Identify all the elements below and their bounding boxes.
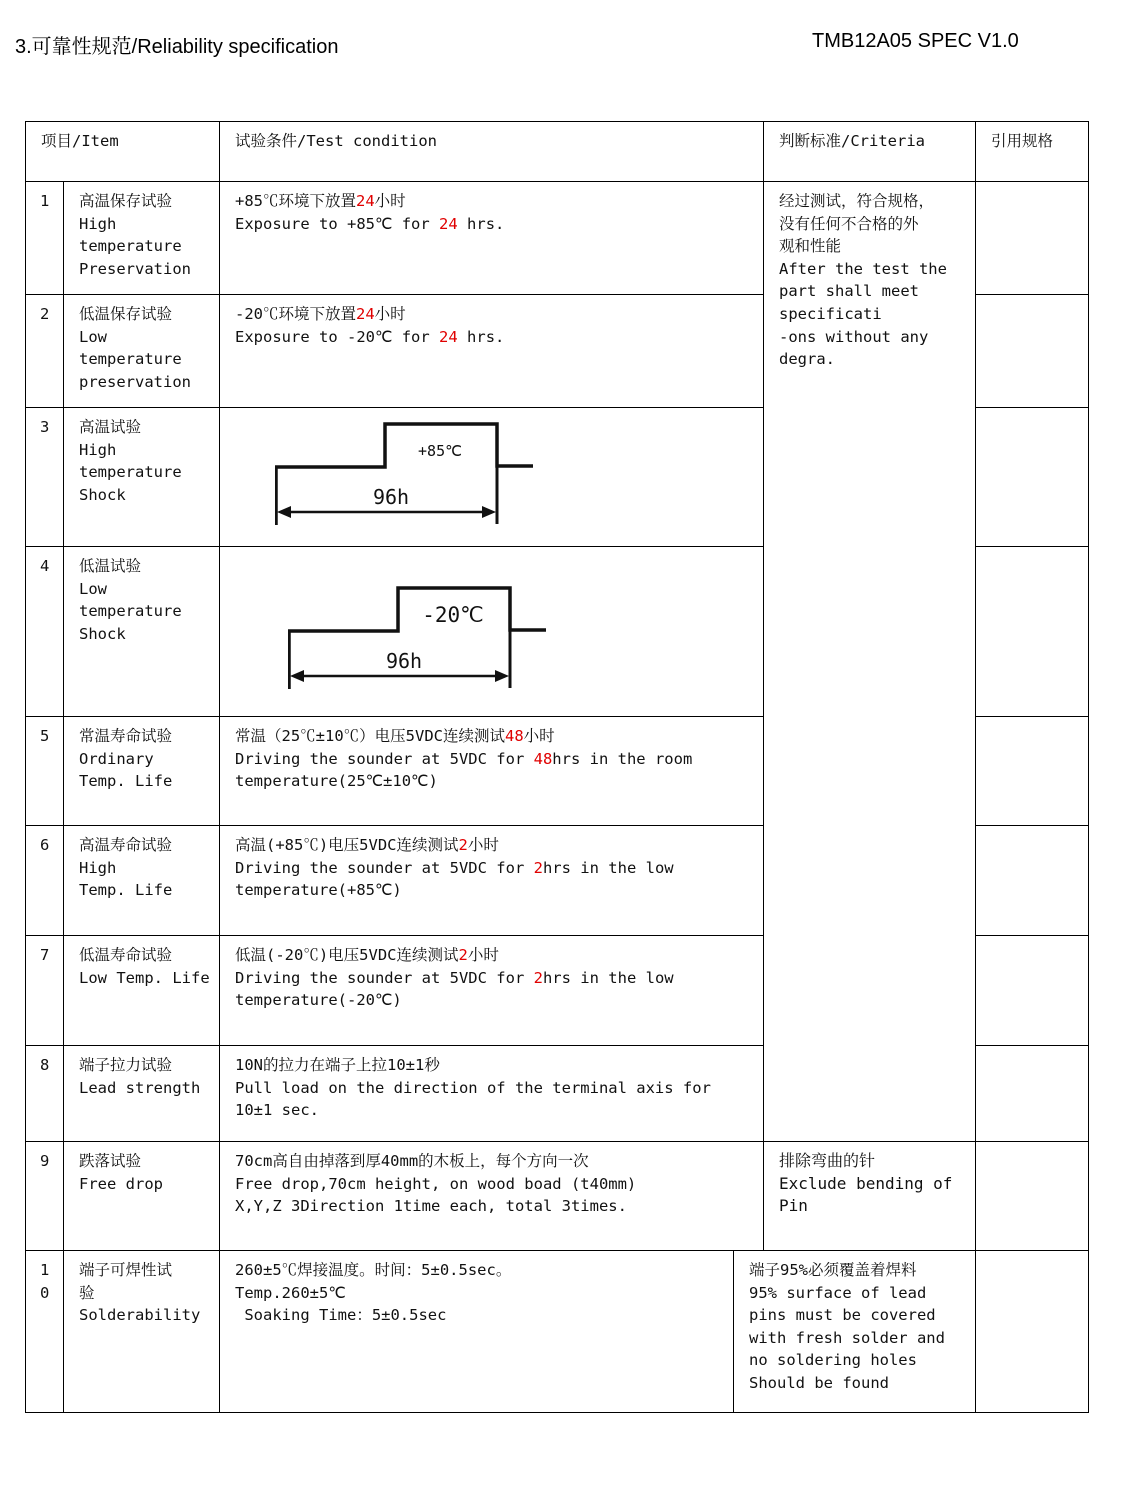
cell-line: no soldering holes — [749, 1351, 917, 1370]
cell-line: 引用规格 — [991, 132, 1054, 150]
cell-line: After the test the — [779, 259, 947, 278]
row-diagram — [219, 546, 764, 717]
highlighted-value: 2 — [458, 946, 468, 964]
cell-line: pins must be covered — [749, 1306, 936, 1325]
text-segment: 10N的拉力在端子上拉10±1秒 — [235, 1056, 440, 1074]
cell-line: 高温寿命试验 — [79, 836, 173, 854]
row-item — [63, 1250, 220, 1413]
highlighted-value: 48 — [505, 727, 524, 745]
cell-line: 95% surface of lead — [749, 1283, 927, 1302]
cell-line: 7 — [40, 946, 50, 964]
cell-line: Low — [79, 579, 107, 598]
cell-line: Preservation — [79, 259, 191, 278]
cell-line: degra. — [779, 350, 835, 369]
row-number — [25, 294, 64, 408]
row-item — [63, 407, 220, 547]
cell-line — [235, 303, 763, 326]
cell-line: Solderability — [79, 1306, 201, 1325]
row-reference-spec — [975, 407, 1089, 547]
text-segment: X,Y,Z 3Direction 1time each, total 3times. — [235, 1197, 627, 1216]
highlighted-value: 24 — [439, 327, 458, 346]
temperature-label: +85℃ — [418, 442, 462, 460]
cell-line: preservation — [79, 372, 191, 391]
cell-line: 9 — [40, 1152, 50, 1170]
text-segment: hrs. — [457, 214, 505, 233]
cell-line — [235, 770, 763, 793]
text-segment: Driving the sounder at 5VDC for — [235, 858, 534, 877]
cell-line: Should be found — [749, 1373, 889, 1392]
row-item — [63, 935, 220, 1046]
text-segment: Soaking Time：5±0.5sec — [235, 1306, 447, 1325]
cell-line — [235, 1150, 763, 1173]
cell-line: 5 — [40, 727, 50, 745]
row-number — [25, 1250, 64, 1413]
text-segment: hrs in the low — [542, 858, 674, 877]
cell-line: Ordinary — [79, 749, 154, 768]
row-condition — [219, 181, 764, 295]
text-segment: +85℃环境下放置 — [235, 192, 356, 210]
row-condition — [219, 294, 764, 408]
cell-line — [235, 989, 763, 1012]
cell-line: Low — [79, 327, 107, 346]
row-number — [25, 825, 64, 936]
text-segment: 70cm高自由掉落到厚40mm的木板上，每个方向一次 — [235, 1152, 589, 1170]
cell-line: Pin — [779, 1196, 808, 1216]
row-item — [63, 181, 220, 295]
cell-line — [235, 190, 763, 213]
cell-line — [235, 213, 763, 236]
cell-line: High — [79, 214, 117, 233]
cell-line: 高温保存试验 — [79, 192, 173, 210]
text-segment: 低温(-20℃)电压5VDC连续测试 — [235, 946, 459, 964]
text-segment: Exposure to +85℃ for — [235, 214, 440, 233]
cell-line: 4 — [40, 557, 50, 575]
text-segment: Temp.260±5℃ — [235, 1283, 346, 1302]
text-segment: hrs in the room — [552, 749, 693, 768]
cell-line: 端子拉力试验 — [79, 1056, 173, 1074]
row-number — [25, 1045, 64, 1142]
highlighted-value: 24 — [356, 305, 375, 323]
cell-line: Shock — [79, 624, 126, 643]
cell-line: 验 — [79, 1283, 95, 1302]
section-title: 3.可靠性规范/Reliability specification — [15, 36, 339, 58]
cell-line: Shock — [79, 485, 126, 504]
cell-line — [235, 748, 763, 771]
cell-line — [235, 1195, 763, 1218]
cell-line: -ons without any — [779, 327, 929, 346]
cell-line — [235, 1099, 763, 1122]
cell-line: 8 — [40, 1056, 50, 1074]
row-number — [25, 407, 64, 547]
cell-line: specificati — [779, 304, 882, 323]
cell-line — [235, 1304, 733, 1327]
cell-line: Temp. Life — [79, 881, 173, 900]
temperature-label: -20℃ — [422, 603, 484, 627]
cell-line — [235, 725, 763, 748]
row-condition — [219, 1141, 764, 1251]
cell-line: 高温试验 — [79, 418, 142, 436]
cell-line — [235, 1282, 733, 1305]
row-item — [63, 546, 220, 717]
cell-line: Low Temp. Life — [79, 968, 210, 987]
row-condition — [219, 935, 764, 1046]
highlighted-value: 2 — [458, 836, 468, 854]
header-criteria — [763, 121, 976, 182]
arrow-head-left — [290, 670, 304, 682]
cell-line: temperature — [79, 463, 182, 482]
text-segment: Free drop,70cm height, on wood boad (t40mm) — [235, 1174, 637, 1193]
cell-line: 常温寿命试验 — [79, 727, 173, 745]
cell-line: 2 — [40, 305, 50, 323]
row-item — [63, 825, 220, 936]
text-segment: hrs in the low — [542, 968, 674, 987]
row-reference-spec — [975, 181, 1089, 295]
text-segment: temperature(-20℃) — [235, 991, 402, 1010]
row-condition — [219, 1045, 764, 1142]
cell-line: 低温保存试验 — [79, 305, 173, 323]
cell-line: 跌落试验 — [79, 1152, 142, 1170]
cell-line: 观和性能 — [779, 237, 842, 256]
cell-line: 1 — [40, 192, 50, 210]
cell-line — [235, 834, 763, 857]
text-segment: temperature(+85℃) — [235, 881, 402, 900]
text-segment: 小时 — [523, 727, 555, 745]
cell-line: temperature — [79, 602, 182, 621]
temperature-profile-diagram — [275, 420, 595, 540]
criteria-row-9 — [763, 1141, 976, 1251]
text-segment: 小时 — [467, 836, 499, 854]
text-segment: 高温(+85℃)电压5VDC连续测试 — [235, 836, 459, 854]
row-item — [63, 1045, 220, 1142]
cell-line: 0 — [40, 1283, 50, 1302]
cell-line: Free drop — [79, 1174, 163, 1193]
row-item — [63, 716, 220, 826]
row-reference-spec — [975, 1045, 1089, 1142]
text-segment: 小时 — [467, 946, 499, 964]
text-segment: Driving the sounder at 5VDC for — [235, 968, 534, 987]
cell-line: part shall meet — [779, 282, 919, 301]
cell-line: 3 — [40, 418, 50, 436]
cell-line: with fresh solder and — [749, 1328, 945, 1347]
cell-line — [235, 857, 763, 880]
highlighted-value: 2 — [533, 968, 543, 987]
document-id: TMB12A05 SPEC V1.0 — [812, 30, 1019, 52]
cell-line: 端子可焊性试 — [79, 1261, 173, 1279]
cell-line: temperature — [79, 350, 182, 369]
cell-line: 排除弯曲的针 — [779, 1151, 876, 1170]
row-condition — [219, 825, 764, 936]
text-segment: 常温（25℃±10℃）电压5VDC连续测试 — [235, 727, 505, 745]
row-item — [63, 294, 220, 408]
highlighted-value: 24 — [439, 214, 458, 233]
cell-line: 经过测试，符合规格， — [779, 192, 935, 210]
cell-line — [235, 1259, 733, 1282]
row-reference-spec — [975, 294, 1089, 408]
cell-line: 项目/Item — [41, 132, 119, 150]
temperature-profile-diagram — [288, 584, 608, 704]
profile-line — [289, 588, 546, 689]
text-segment: -20℃环境下放置 — [235, 305, 356, 323]
row-reference-spec — [975, 716, 1089, 826]
cell-line: 1 — [40, 1261, 50, 1279]
cell-line — [235, 879, 763, 902]
row-reference-spec — [975, 935, 1089, 1046]
row-number — [25, 716, 64, 826]
cell-line: Exclude bending of — [779, 1173, 953, 1193]
cell-line: 低温试验 — [79, 557, 142, 575]
row-reference-spec — [975, 1141, 1089, 1251]
cell-line: High — [79, 858, 117, 877]
header-reference-spec — [975, 121, 1089, 182]
cell-line: 6 — [40, 836, 50, 854]
text-segment: 260±5℃焊接温度。时间：5±0.5sec。 — [235, 1261, 512, 1279]
text-segment: 小时 — [374, 305, 406, 323]
criteria-row-10 — [733, 1250, 976, 1413]
row-number — [25, 181, 64, 295]
cell-line — [235, 326, 763, 349]
criteria-rows-1-8 — [763, 181, 976, 1142]
cell-line: Temp. Life — [79, 772, 173, 791]
cell-line: 低温寿命试验 — [79, 946, 173, 964]
row-reference-spec — [975, 825, 1089, 936]
arrow-head-right — [482, 506, 496, 518]
text-segment: Pull load on the direction of the terminal axis for — [235, 1078, 711, 1097]
header-test-condition — [219, 121, 764, 182]
arrow-head-right — [495, 670, 509, 682]
cell-line — [235, 1054, 763, 1077]
header-item — [25, 121, 220, 182]
row-reference-spec — [975, 1250, 1089, 1413]
row-condition — [219, 716, 764, 826]
cell-line: High — [79, 440, 117, 459]
cell-line — [235, 944, 763, 967]
cell-line: 端子95%必须覆盖着焊料 — [749, 1261, 917, 1279]
row-diagram — [219, 407, 764, 547]
highlighted-value: 24 — [356, 192, 375, 210]
highlighted-value: 2 — [533, 858, 543, 877]
row-number — [25, 935, 64, 1046]
text-segment: hrs. — [457, 327, 505, 346]
text-segment: temperature(25℃±10℃) — [235, 772, 438, 791]
cell-line: 试验条件/Test condition — [235, 132, 437, 150]
cell-line: Lead strength — [79, 1078, 201, 1097]
row-number — [25, 546, 64, 717]
cell-line — [235, 967, 763, 990]
profile-line — [276, 424, 533, 525]
duration-label: 96h — [372, 485, 410, 509]
row-condition — [219, 1250, 734, 1413]
text-segment: Exposure to -20℃ for — [235, 327, 440, 346]
cell-line: 判断标准/Criteria — [779, 132, 925, 150]
row-item — [63, 1141, 220, 1251]
text-segment: Driving the sounder at 5VDC for — [235, 749, 534, 768]
row-number — [25, 1141, 64, 1251]
text-segment: 小时 — [374, 192, 406, 210]
cell-line: temperature — [79, 237, 182, 256]
highlighted-value: 48 — [533, 749, 553, 768]
row-reference-spec — [975, 546, 1089, 717]
cell-line: 没有任何不合格的外 — [779, 214, 919, 233]
arrow-head-left — [277, 506, 291, 518]
duration-label: 96h — [385, 649, 423, 673]
cell-line — [235, 1173, 763, 1196]
text-segment: 10±1 sec. — [235, 1101, 319, 1120]
cell-line — [235, 1077, 763, 1100]
